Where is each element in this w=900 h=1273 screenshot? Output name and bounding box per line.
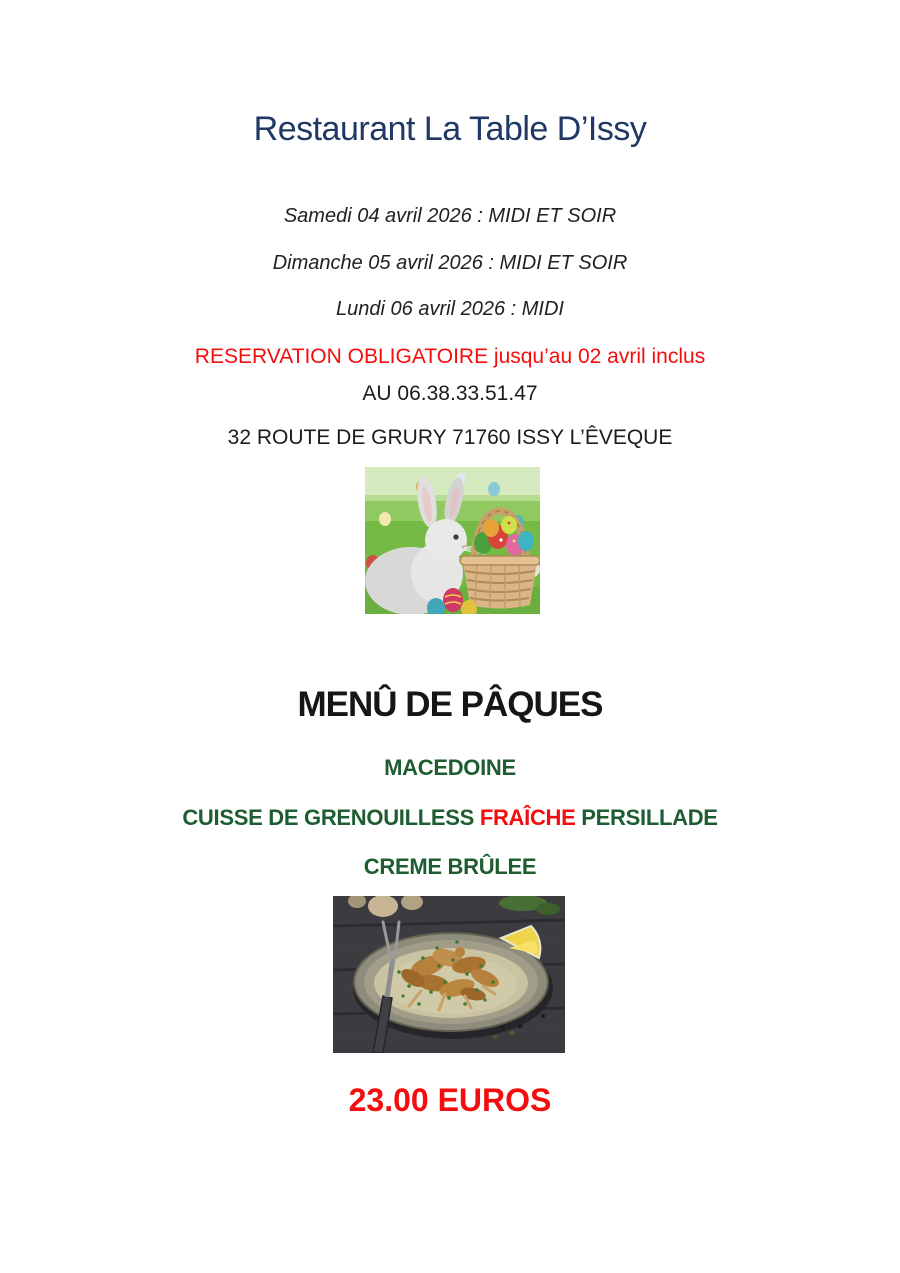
restaurant-title: Restaurant La Table D’Issy bbox=[253, 110, 647, 148]
menu-item-starter: MACEDOINE bbox=[384, 755, 516, 780]
main-course-text-2: PERSILLADE bbox=[575, 805, 718, 830]
main-course-text: CUISSE DE GRENOUILLESS bbox=[182, 805, 480, 830]
phone-number: AU 06.38.33.51.47 bbox=[362, 382, 538, 405]
easter-bunny-image bbox=[365, 467, 540, 614]
menu-item-dessert: CREME BRÛLEE bbox=[363, 854, 537, 879]
bunny-eye bbox=[453, 534, 458, 539]
reservation-notice: RESERVATION OBLIGATOIRE jusqu’au 02 avril inclus bbox=[194, 345, 706, 368]
menu-heading: MENÛ DE PÂQUES bbox=[297, 685, 603, 724]
frog-legs-image bbox=[333, 896, 565, 1053]
schedule-line-monday: Lundi 06 avril 2026 : MIDI bbox=[336, 298, 564, 320]
menu-price: 23.00 EUROS bbox=[348, 1082, 552, 1118]
menu-item-main bbox=[0, 804, 900, 832]
schedule-line-saturday: Samedi 04 avril 2026 : MIDI ET SOIR bbox=[283, 205, 617, 227]
main-course-highlight: FRAÎCHE bbox=[479, 805, 576, 830]
restaurant-address: 32 ROUTE DE GRURY 71760 ISSY L’ÊVEQUE bbox=[227, 426, 673, 449]
schedule-line-sunday: Dimanche 05 avril 2026 : MIDI ET SOIR bbox=[272, 252, 628, 274]
